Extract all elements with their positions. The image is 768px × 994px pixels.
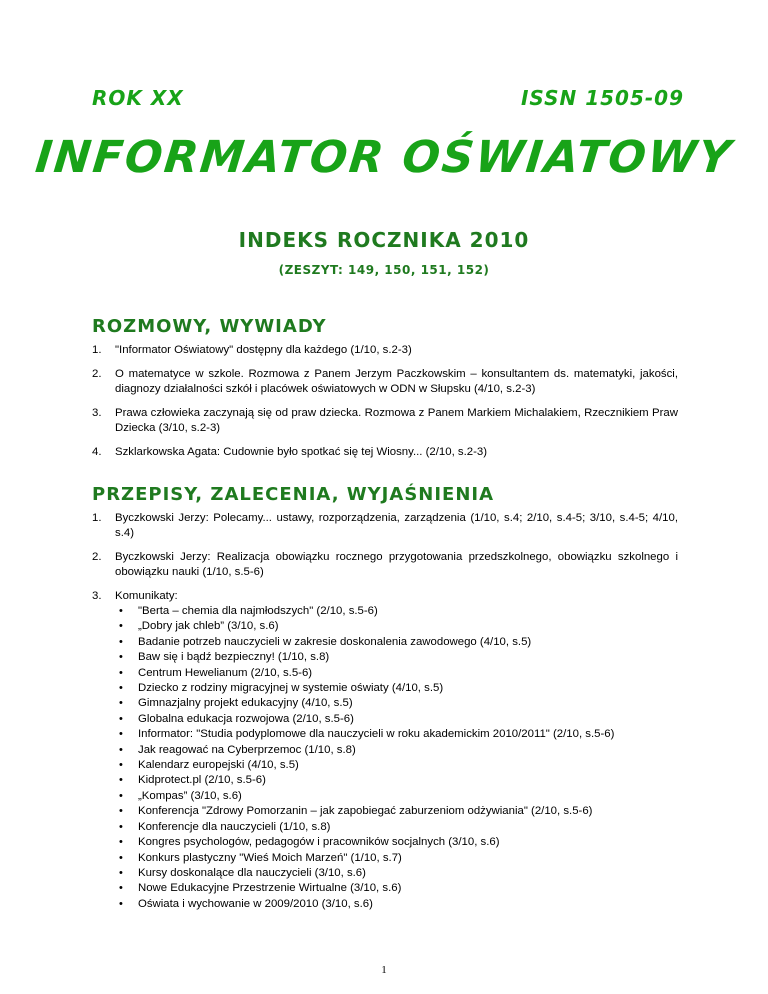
bullet-item: • Kursy doskonalące dla nauczycieli (3/10, s.6): [115, 866, 678, 881]
bullet-item: • Badanie potrzeb nauczycieli w zakresie doskonalenia zawodowego (4/10, s.5): [115, 635, 678, 650]
section-heading-rozmowy: ROZMOWY, WYWIADY: [92, 316, 327, 337]
bullet-item: • Konferencja "Zdrowy Pomorzanin – jak zapobiegać zaburzeniom odżywiania" (2/10, s.5-6): [115, 804, 678, 819]
index-title: INDEKS ROCZNIKA 2010: [238, 228, 530, 252]
bullet-item: • Konferencje dla nauczycieli (1/10, s.8): [115, 820, 678, 835]
bullet-item: • Oświata i wychowanie w 2009/2010 (3/10, s.6): [115, 897, 678, 912]
publication-title: INFORMATOR OŚWIATOWY: [33, 132, 735, 183]
bullet-item: • Konkurs plastyczny "Wieś Moich Marzeń" (1/10, s.7): [115, 851, 678, 866]
year-label: ROK XX: [92, 86, 184, 110]
rozmowy-list: [92, 343, 678, 469]
bullet-item: • „Dobry jak chleb” (3/10, s.6): [115, 619, 678, 634]
bullet-item: • Kongres psychologów, pedagogów i pracowników socjalnych (3/10, s.6): [115, 835, 678, 850]
list-item: 2. Byczkowski Jerzy: Realizacja obowiązku rocznego przygotowania przedszkolnego, obowiązku szkolnego i obowiązku nauki (1/10, s.5-6): [92, 551, 678, 578]
list-item: 2. O matematyce w szkole. Rozmowa z Panem Jerzym Paczkowskim – konsultantem ds. matematyki, jakości, diagnozy działalności szkół i placówek oświatowych w ODN w Słupsku (4/10, s.2-3): [92, 368, 678, 395]
bullet-item: • Centrum Hewelianum (2/10, s.5-6): [115, 666, 678, 681]
header-line: [92, 86, 684, 110]
bullet-item: • „Kompas” (3/10, s.6): [115, 789, 678, 804]
bullet-item: • Globalna edukacja rozwojowa (2/10, s.5-6): [115, 712, 678, 727]
bullet-item: • Baw się i bądź bezpieczny! (1/10, s.8): [115, 650, 678, 665]
issn-label: ISSN 1505-09: [520, 86, 684, 110]
list-item: 1. Byczkowski Jerzy: Polecamy... ustawy, rozporządzenia, zarządzenia (1/10, s.4; 2/10, s.4-5; 3/10, s.4-5; 4/10, s.4): [92, 512, 678, 539]
bullet-item: • Kidprotect.pl (2/10, s.5-6): [115, 773, 678, 788]
bullet-item: • Informator: "Studia podyplomowe dla nauczycieli w roku akademickim 2010/2011" (2/10, s.5-6): [115, 727, 678, 742]
bullet-item: • Kalendarz europejski (4/10, s.5): [115, 758, 678, 773]
list-item: 3. Komunikaty: • "Berta – chemia dla najmłodszych" (2/10, s.5-6) • „Dobry jak chleb” (3/10, s.6) • Badanie potrzeb nauczycieli w zakresie doskonalenia zawodowego (4/10, s.5) • Baw się i bądź bezpieczny! (1/10, s.8) • Centrum Hewelianum (2/10, s.5-6) • Dziecko z rodziny migracyjnej w systemie oświaty (4/10, s.5) • Gimnazjalny projekt edukacyjny (4/10, s.5) • Globalna edukacja rozwojowa (2/10, s.5-6) • Informator: "Studia podyplomowe dla nauczycieli w roku akademickim 2010/2011" (2/10, s.5-6) • Jak reagować na Cyberprzemoc (1/10, s.8) • Kalendarz europejski (4/10, s.5) • Kidprotect.pl (2/10, s.5-6) • „Kompas” (3/10, s.6) • Konferencja "Zdrowy Pomorzanin – jak zapobiegać zaburzeniom odżywiania" (2/10, s.5-6) • Konferencje dla nauczycieli (1/10, s.8) • Kongres psychologów, pedagogów i pracowników socjalnych (3/10, s.6) • Konkurs plastyczny "Wieś Moich Marzeń" (1/10, s.7) • Kursy doskonalące dla nauczycieli (3/10, s.6) • Nowe Edukacyjne Przestrzenie Wirtualne (3/10, s.6) • Oświata i wychowanie w 2009/2010 (3/10, s.6): [92, 589, 678, 912]
przepisy-list: [92, 511, 678, 921]
page-number: 1: [381, 964, 387, 976]
list-item: 4. Szklarkowska Agata: Cudownie było spotkać się tej Wiosny... (2/10, s.2-3): [92, 446, 488, 458]
bullet-item: • Dziecko z rodziny migracyjnej w systemie oświaty (4/10, s.5): [115, 681, 678, 696]
komunikaty-list: [115, 604, 678, 912]
list-item: 3. Prawa człowieka zaczynają się od praw dziecka. Rozmowa z Panem Markiem Michalakiem, Rzecznikiem Praw Dziecka (3/10, s.2-3): [92, 407, 678, 434]
issues-subtitle: (ZESZYT: 149, 150, 151, 152): [278, 263, 490, 277]
bullet-item: • Nowe Edukacyjne Przestrzenie Wirtualne (3/10, s.6): [115, 881, 678, 896]
bullet-item: • Jak reagować na Cyberprzemoc (1/10, s.8): [115, 743, 678, 758]
bullet-item: • Gimnazjalny projekt edukacyjny (4/10, s.5): [115, 696, 678, 711]
section-heading-przepisy: PRZEPISY, ZALECENIA, WYJAŚNIENIA: [92, 484, 495, 505]
bullet-item: • "Berta – chemia dla najmłodszych" (2/10, s.5-6): [115, 604, 678, 619]
list-item: 1. "Informator Oświatowy" dostępny dla każdego (1/10, s.2-3): [92, 344, 412, 356]
